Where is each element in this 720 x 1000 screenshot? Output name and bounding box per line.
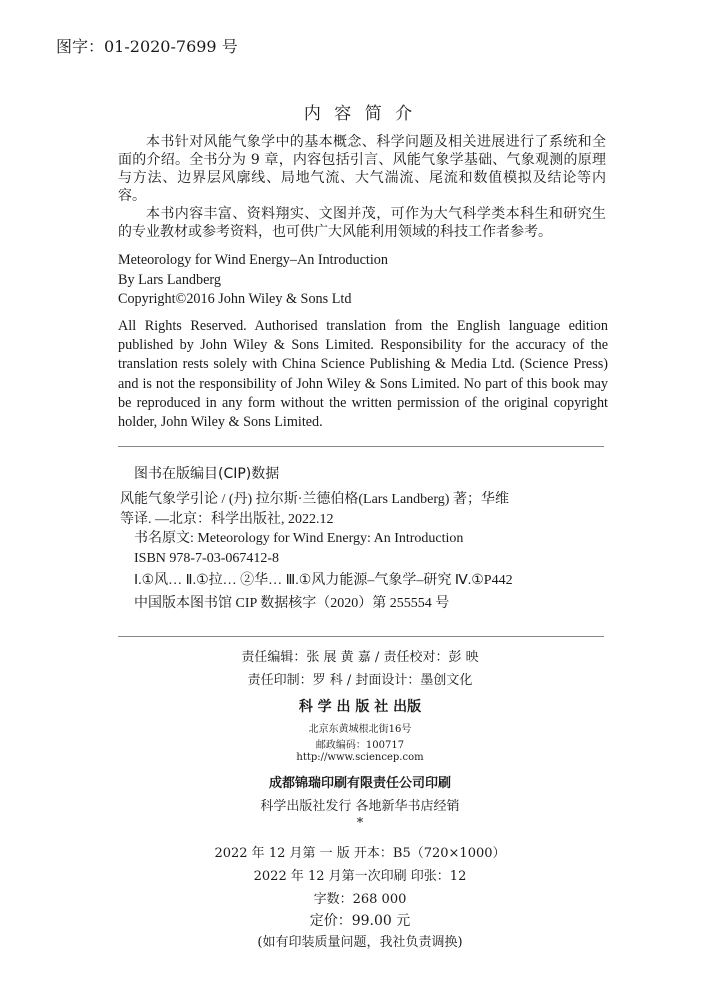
edition-line: 2022 年 12 月第 一 版 开本：B5（720×1000） [214,846,506,861]
copyright-line: Copyright©2016 John Wiley & Sons Ltd [118,291,352,308]
cip-classification: Ⅰ.①风… Ⅱ.①拉… ②华… Ⅲ.①风力能源–气象学–研究 Ⅳ.①P442 [134,573,513,588]
summary-paragraph-2: 本书内容丰富、资料翔实、文图并茂，可作为大气科学类本科生和研究生的专业教材或参考资料，也可供广大风能利用领域的科技工作者参考。 [118,206,606,240]
cip-heading: 图书在版编目(CIP)数据 [134,466,280,482]
staff-line-2: 责任印制：罗 科 / 封面设计：墨创文化 [247,673,473,688]
summary-body [118,133,606,241]
staff-line-1: 责任编辑：张 展 黄 嘉 / 责任校对：彭 映 [241,650,479,665]
original-edition-info [118,251,608,310]
publisher-postcode: 邮政编码：100717 [315,740,405,751]
separator-star: * [356,816,364,831]
divider [118,446,604,447]
original-title: Meteorology for Wind Energy–An Introduction [118,252,388,268]
cip-line: ISBN 978-7-03-067412-8 [134,550,280,566]
cip-line: 等译. —北京：科学出版社, 2022.12 [120,511,334,527]
price: 定价：99.00 元 [309,913,411,929]
rights-statement: All Rights Reserved. Authorised translation from the English language edition published by John Wiley & Sons Limited. Responsibility for the accuracy of the translation rests solely with China Science Publishing & Media Ltd. (Science Press) and is not the responsibility of John Wiley & Sons Limited. No part of this book may be reproduced in any form without the written permission of the original copyright holder, John Wiley & Sons Limited. [118,318,608,431]
printing-line: 2022 年 12 月第一次印刷 印张：12 [253,869,467,884]
cip-line: 风能气象学引论 / (丹) 拉尔斯·兰德伯格(Lars Landberg) 著；华维 [120,492,509,507]
summary-paragraph-1: 本书针对风能气象学中的基本概念、科学问题及相关进展进行了系统和全面的介绍。全书分为 9 章，内容包括引言、风能气象学基础、气象观测的原理与方法、边界层风廓线、局地气流、大气湍流、尾流和数值模拟及结论等内容。 [118,134,606,204]
summary-title: 内 容 简 介 [303,104,417,124]
printer: 成都锦瑞印刷有限责任公司印刷 [268,776,451,791]
cip-line: 书名原文: Meteorology for Wind Energy: An Introduction [134,531,464,546]
distribution: 科学出版社发行 各地新华书店经销 [260,799,460,814]
original-author: By Lars Landberg [118,271,221,288]
quality-notice: (如有印装质量问题，我社负责调换) [257,935,463,950]
publisher-name: 科 学 出 版 社 出版 [298,699,422,715]
book-code: 图字：01-2020-7699 号 [56,37,238,56]
divider [118,636,604,637]
cip-record [118,490,598,613]
word-count: 字数：268 000 [313,892,407,907]
publisher-url: http://www.sciencep.com [296,752,424,763]
publisher-address: 北京东黄城根北街16号 [308,724,412,735]
cip-number: 中国版本图书馆 CIP 数据核字（2020）第 255554 号 [134,595,450,611]
